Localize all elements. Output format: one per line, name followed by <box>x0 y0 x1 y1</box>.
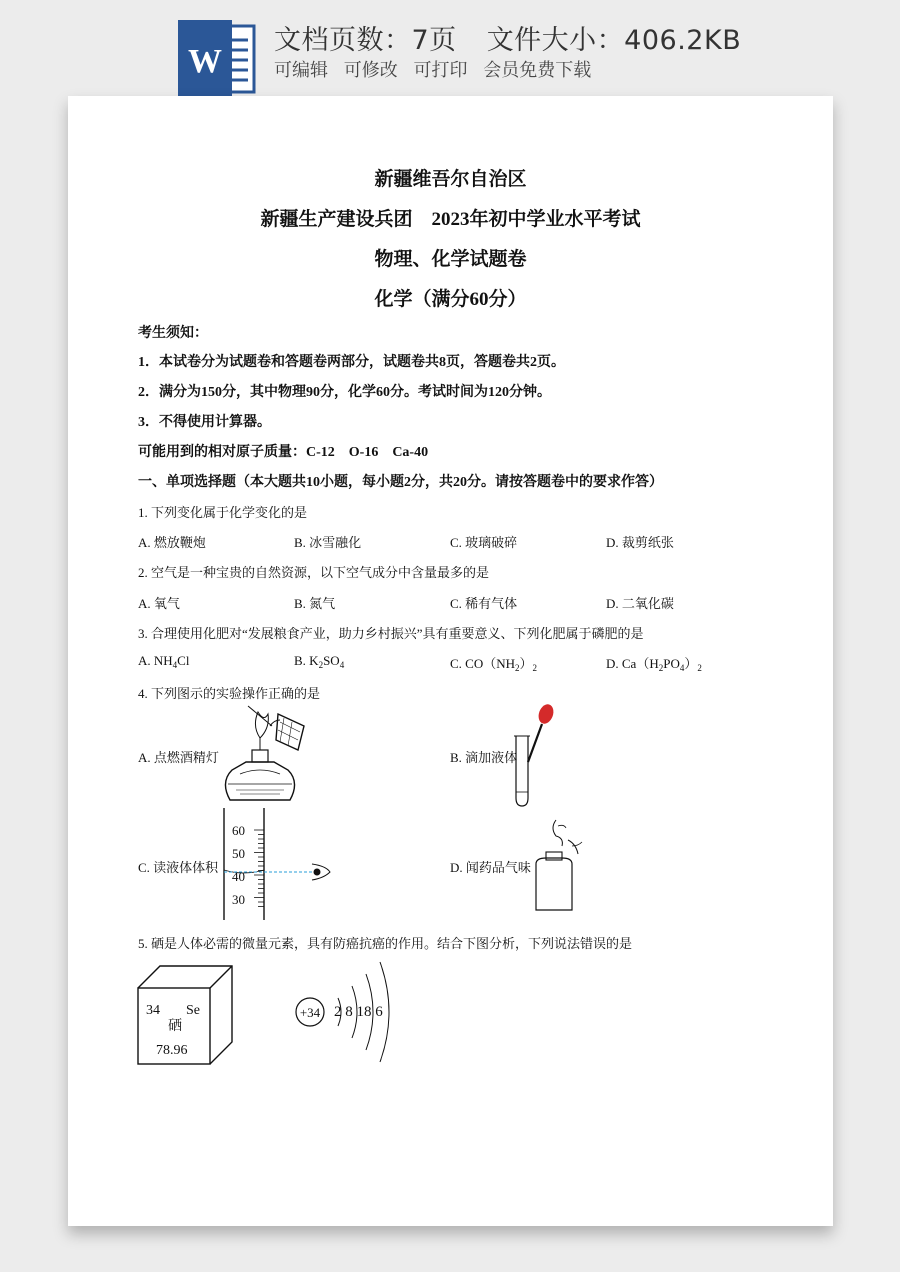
atom-structure-figure <box>294 958 424 1064</box>
page-count: 文档页数：7页 <box>274 25 457 56</box>
element-number: 34 <box>146 1003 160 1018</box>
feature-modifiable: 可修改 <box>343 60 398 81</box>
section-heading: 一、单项选择题（本大题共10小题，每小题2分，共20分。请按答题卷中的要求作答） <box>138 475 663 490</box>
banner-title <box>274 18 741 57</box>
notice-3: 3．不得使用计算器。 <box>138 415 271 430</box>
electron-shells: 2 8 18 6 <box>334 1004 383 1020</box>
notice-1: 1．本试卷分为试题卷和答题卷两部分，试题卷共8页，答题卷共2页。 <box>138 355 565 370</box>
title-region: 新疆维吾尔自治区 <box>374 169 527 190</box>
title-chemistry: 化学（满分60分） <box>374 289 527 310</box>
element-symbol: Se <box>186 1003 200 1018</box>
q3-option-a: A. $NH_4Cl$ <box>138 653 190 670</box>
cylinder-figure <box>218 808 338 922</box>
q1-option-c: C. 玻璃破碎 <box>450 535 518 550</box>
q2-stem: 2. 空气是一种宝贵的自然资源，以下空气成分中含量最多的是 <box>138 565 490 580</box>
document-page <box>68 96 833 1226</box>
q4-stem: 4. 下列图示的实验操作正确的是 <box>138 686 321 701</box>
nucleus-charge: +34 <box>299 1005 321 1020</box>
title-corps: 新疆生产建设兵团 <box>260 209 413 230</box>
feature-printable: 可打印 <box>413 60 468 81</box>
tick-label-50: 50 <box>232 846 245 861</box>
q1-option-b: B. 冰雪融化 <box>294 535 362 550</box>
tick-label-30: 30 <box>232 892 245 907</box>
tick-label-60: 60 <box>232 823 245 838</box>
banner-features <box>274 56 601 82</box>
q3-option-b: B. $K_2SO_4$ <box>294 653 345 670</box>
dropper-figure <box>508 702 558 808</box>
tick-label-40: 40 <box>232 869 245 884</box>
feature-editable: 可编辑 <box>274 60 328 81</box>
q2-option-b: B. 氮气 <box>294 596 336 611</box>
element-mass: 78.96 <box>156 1043 188 1058</box>
alcohol-lamp-figure <box>218 704 318 804</box>
title-subject: 物理、化学试题卷 <box>374 249 527 270</box>
file-size: 文件大小：406.2KB <box>486 25 742 56</box>
smell-gas-figure <box>528 812 588 916</box>
element-tile-figure <box>136 962 236 1068</box>
element-name: 硒 <box>168 1019 182 1034</box>
q4-option-c: C. 读液体体积 <box>138 860 219 875</box>
q1-option-d: D. 裁剪纸张 <box>606 535 674 550</box>
notice-heading: 考生须知： <box>138 326 208 341</box>
q3-stem: 3. 合理使用化肥对“发展粮食产业，助力乡村振兴”具有重要意义、下列化肥属于磷肥的是 <box>138 626 644 641</box>
q1-option-a: A. 燃放鞭炮 <box>138 535 206 550</box>
q1-stem: 1. 下列变化属于化学变化的是 <box>138 505 308 520</box>
q4-option-b: B. 滴加液体 <box>450 750 518 765</box>
eye-icon <box>312 864 330 880</box>
word-doc-icon <box>178 20 258 98</box>
q2-option-c: C. 稀有气体 <box>450 596 518 611</box>
feature-member-download: 会员免费下载 <box>483 60 592 81</box>
q3-option-d: D. $Ca(H_2PO_4)_2$ <box>606 656 702 673</box>
title-exam <box>68 204 833 231</box>
q2-option-d: D. 二氧化碳 <box>606 596 674 611</box>
q5-stem: 5. 硒是人体必需的微量元素，具有防癌抗癌的作用。结合下图分析，下列说法错误的是 <box>138 936 633 951</box>
q4-option-a: A. 点燃酒精灯 <box>138 750 219 765</box>
q4-option-d: D. 闻药品气味 <box>450 860 531 875</box>
notice-2: 2．满分为150分，其中物理90分，化学60分。考试时间为120分钟。 <box>138 385 551 400</box>
header-banner <box>0 0 900 100</box>
q3-option-c: C. $CO(NH_2)_2$ <box>450 656 538 673</box>
svg-text:W: W <box>188 43 222 80</box>
q2-option-a: A. 氧气 <box>138 596 180 611</box>
title-exam-name: 2023年初中学业水平考试 <box>431 209 641 230</box>
atomic-mass: 可能用到的相对原子质量：C-12 O-16 Ca-40 <box>138 445 429 460</box>
